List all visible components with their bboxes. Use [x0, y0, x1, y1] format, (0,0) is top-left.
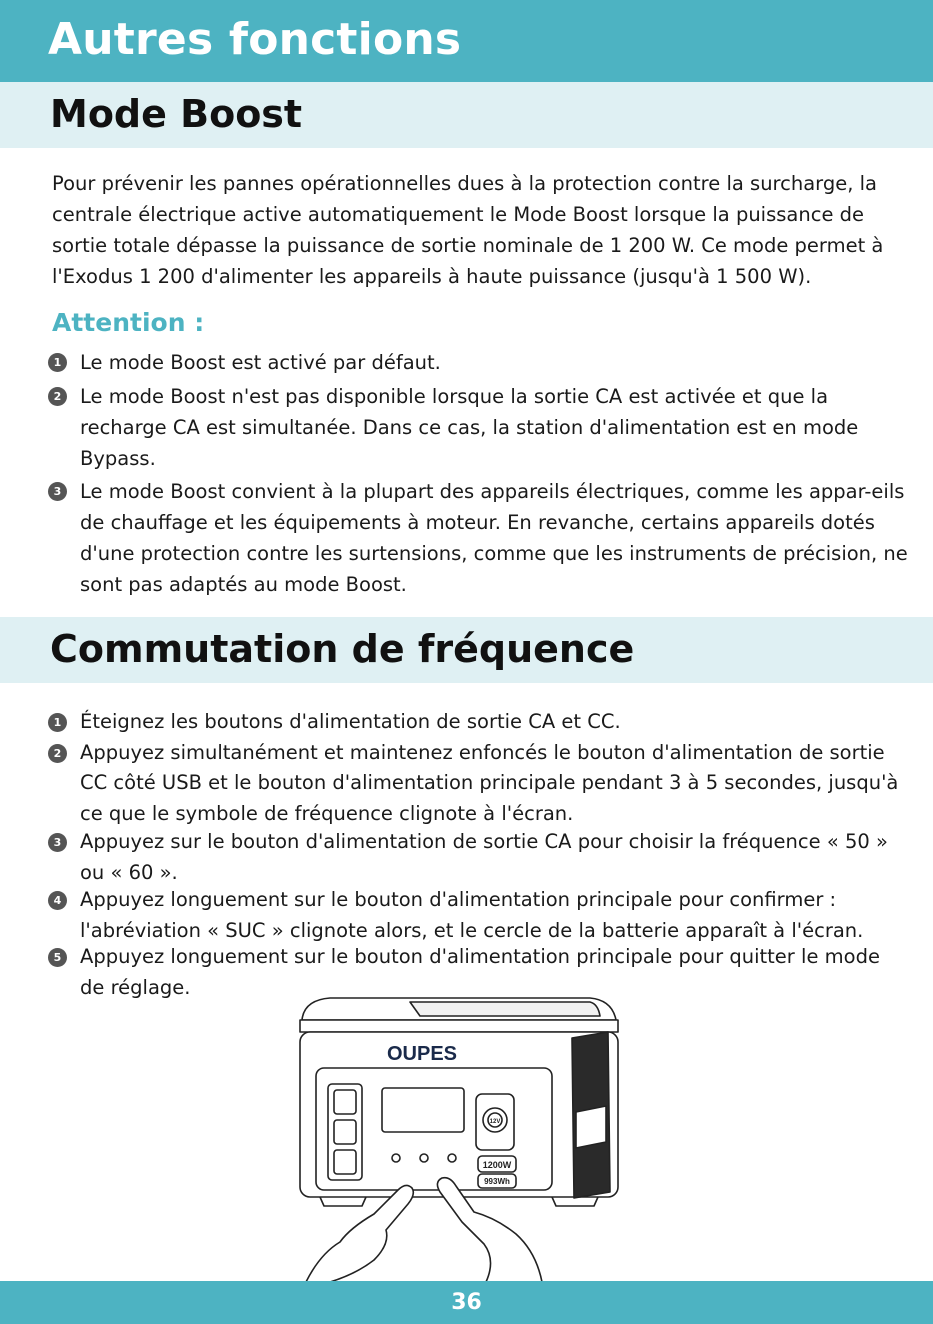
list-item	[48, 827, 908, 888]
chapter-header-band	[0, 0, 933, 82]
list-item	[48, 707, 908, 738]
power-label: 1200W	[482, 1160, 512, 1170]
step-number-badge: 1	[48, 353, 67, 372]
list-item-text: Le mode Boost est activé par défaut.	[80, 351, 441, 374]
frequency-steps-list	[48, 707, 908, 1003]
footer-band	[0, 1281, 933, 1324]
list-item	[48, 347, 908, 378]
brand-logo-text: OUPES	[386, 1043, 458, 1065]
section-header-mode-boost	[0, 82, 933, 148]
attention-label: Attention :	[52, 308, 205, 337]
step-number-badge: 2	[48, 387, 67, 406]
step-number-badge: 3	[48, 482, 67, 501]
mode-boost-intro: Pour prévenir les pannes opérationnelles dues à la protection contre la surcharge, la centrale électrique active automatiquement le Mode Boost lorsque la puissance de sortie totale dépasse la puissance de sortie nominale de 1 200 W. Ce mode permet à l'Exodus 1 200 d'alimenter les appareils à haute puissance (jusqu'à 1 500 W).	[52, 172, 884, 288]
step-number-badge: 5	[48, 948, 67, 967]
list-item	[48, 381, 908, 474]
list-item	[48, 885, 908, 946]
list-item-text: Appuyez sur le bouton d'alimentation de sortie CA pour choisir la fréquence « 50 » ou « 60 ».	[80, 830, 888, 884]
attention-list	[48, 347, 908, 600]
list-item-text: Appuyez simultanément et maintenez enfoncés le bouton d'alimentation de sortie CC côté USB et le bouton d'alimentation principale pendant 3 à 5 secondes, jusqu'à ce que le symbole de fréquence clignote à l'écran.	[80, 740, 899, 825]
list-item-text: Le mode Boost n'est pas disponible lorsque la sortie CA est activée et que la recharge CA est simultanée. Dans ce cas, la station d'alimentation est en mode Bypass.	[80, 385, 859, 470]
power-station-illustration	[290, 992, 630, 1282]
chapter-title: Autres fonctions	[48, 14, 462, 65]
step-number-badge: 2	[48, 744, 67, 763]
list-item	[48, 476, 908, 600]
list-item	[48, 738, 908, 830]
list-item-text: Le mode Boost convient à la plupart des appareils électriques, comme les appar-eils de chauffage et les équipements à moteur. En revanche, certains appareils dotés d'une protection contre les surtensions, comme que les instruments de précision, ne sont pas adaptés au mode Boost.	[80, 480, 908, 596]
section-header-frequency	[0, 617, 933, 683]
list-item-text: Appuyez longuement sur le bouton d'alimentation principale pour quitter le mode de réglage.	[80, 945, 880, 999]
step-number-badge: 4	[48, 891, 67, 910]
section-title-frequency: Commutation de fréquence	[50, 627, 635, 671]
step-number-badge: 1	[48, 713, 67, 732]
port-label: 12V	[489, 1119, 501, 1125]
step-number-badge: 3	[48, 833, 67, 852]
list-item-text: Appuyez longuement sur le bouton d'alimentation principale pour confirmer : l'abréviation « SUC » clignote alors, et le cercle de la batterie apparaît à l'écran.	[80, 888, 864, 942]
section-title-mode-boost: Mode Boost	[50, 92, 303, 136]
list-item-text: Éteignez les boutons d'alimentation de sortie CA et CC.	[80, 710, 621, 733]
capacity-label: 993Wh	[484, 1177, 510, 1186]
page-number: 36	[451, 1290, 482, 1315]
